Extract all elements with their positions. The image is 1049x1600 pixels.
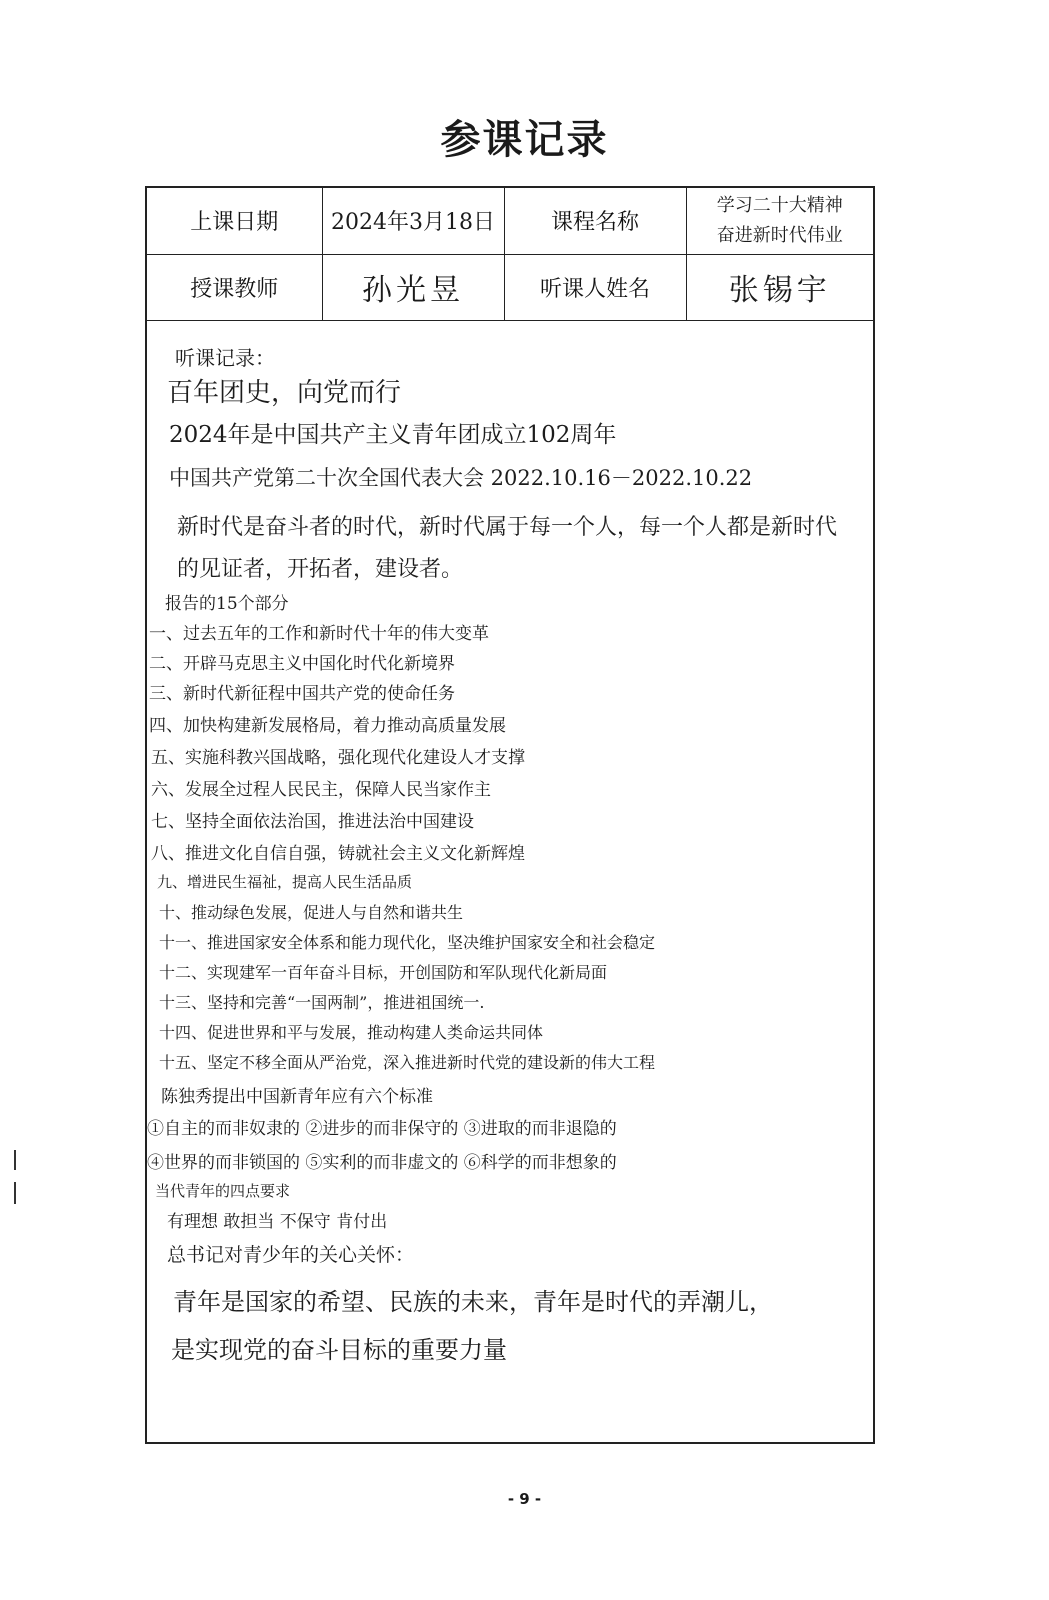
record-line: 青年是国家的希望、民族的未来，青年是时代的弄潮儿，	[173, 1288, 773, 1316]
teacher-value: 孙光昱	[362, 273, 464, 308]
record-line: 总书记对青少年的关心关怀：	[167, 1244, 415, 1266]
record-line: 是实现党的奋斗目标的重要力量	[171, 1336, 507, 1364]
record-line: 十四、促进世界和平与发展，推动构建人类命运共同体	[159, 1023, 544, 1042]
record-line: 三、新时代新征程中国共产党的使命任务	[149, 684, 455, 704]
course-value-line1: 学习二十大精神	[716, 194, 843, 216]
record-line: 二、开辟马克思主义中国化时代化新境界	[149, 654, 455, 674]
header-row-2	[147, 254, 873, 320]
margin-mark	[14, 1150, 16, 1170]
record-line: 2024年是中国共产主义青年团成立102周年	[169, 422, 617, 448]
record-line: 十一、推进国家安全体系和能力现代化，坚决维护国家安全和社会稳定	[159, 933, 656, 952]
course-value-cell	[686, 188, 873, 254]
record-line: 八、推进文化自信自强，铸就社会主义文化新辉煌	[151, 844, 525, 864]
record-line: 的见证者，开拓者，建设者。	[177, 557, 464, 582]
course-label: 课程名称	[550, 210, 639, 236]
page-number: - 9 -	[507, 1490, 542, 1508]
listener-label: 听课人姓名	[539, 276, 650, 302]
record-line: 六、发展全过程人民民主，保障人民当家作主	[151, 780, 491, 800]
record-line: 十、推动绿色发展，促进人与自然和谐共生	[159, 903, 464, 922]
header-table	[147, 188, 873, 321]
course-label-cell	[504, 188, 686, 254]
record-line: 十三、坚持和完善“一国两制”，推进祖国统一.	[159, 993, 485, 1012]
record-line: 有理想 敢担当 不保守 肯付出	[167, 1212, 388, 1232]
lesson-record-form	[145, 186, 875, 1444]
listener-value-cell	[686, 254, 873, 320]
record-line: 七、坚持全面依法治国，推进法治中国建设	[151, 812, 474, 832]
header-row-1	[147, 188, 873, 254]
record-line: 四、加快构建新发展格局，着力推动高质量发展	[149, 716, 506, 736]
page-title: 参课记录	[440, 117, 609, 163]
teacher-value-cell	[322, 254, 504, 320]
record-line: 陈独秀提出中国新青年应有六个标准	[161, 1087, 433, 1107]
record-line: 中国共产党第二十次全国代表大会 2022.10.16－2022.10.22	[169, 466, 753, 490]
listener-label-cell	[504, 254, 686, 320]
record-line: 百年团史，向党而行	[167, 378, 402, 408]
record-line: ④世界的而非锁国的 ⑤实利的而非虚文的 ⑥科学的而非想象的	[147, 1153, 617, 1173]
listener-value: 张锡宇	[728, 273, 831, 308]
margin-mark	[14, 1182, 16, 1204]
record-line: 十二、实现建军一百年奋斗目标，开创国防和军队现代化新局面	[159, 963, 608, 982]
record-label: 听课记录：	[175, 346, 275, 370]
record-line: 五、实施科教兴国战略，强化现代化建设人才支撑	[151, 748, 525, 768]
date-value: 2024年3月18日	[331, 210, 495, 236]
record-line: 新时代是奋斗者的时代，新时代属于每一个人，每一个人都是新时代	[177, 515, 838, 540]
record-line: 九、增进民生福祉，提高人民生活品质	[157, 873, 413, 891]
record-line: 十五、坚定不移全面从严治党，深入推进新时代党的建设新的伟大工程	[159, 1053, 656, 1072]
teacher-label-cell	[147, 254, 322, 320]
record-line: 当代青年的四点要求	[155, 1182, 291, 1200]
course-value-line2: 奋进新时代伟业	[716, 224, 843, 246]
date-label: 上课日期	[190, 210, 279, 236]
record-line: ①自主的而非奴隶的 ②进步的而非保守的 ③进取的而非退隐的	[147, 1119, 617, 1139]
teacher-label: 授课教师	[190, 276, 279, 302]
record-area	[147, 322, 873, 1442]
record-line: 一、过去五年的工作和新时代十年的伟大变革	[149, 624, 489, 644]
date-value-cell	[322, 188, 504, 254]
date-label-cell	[147, 188, 322, 254]
record-line: 报告的15个部分	[165, 594, 289, 614]
